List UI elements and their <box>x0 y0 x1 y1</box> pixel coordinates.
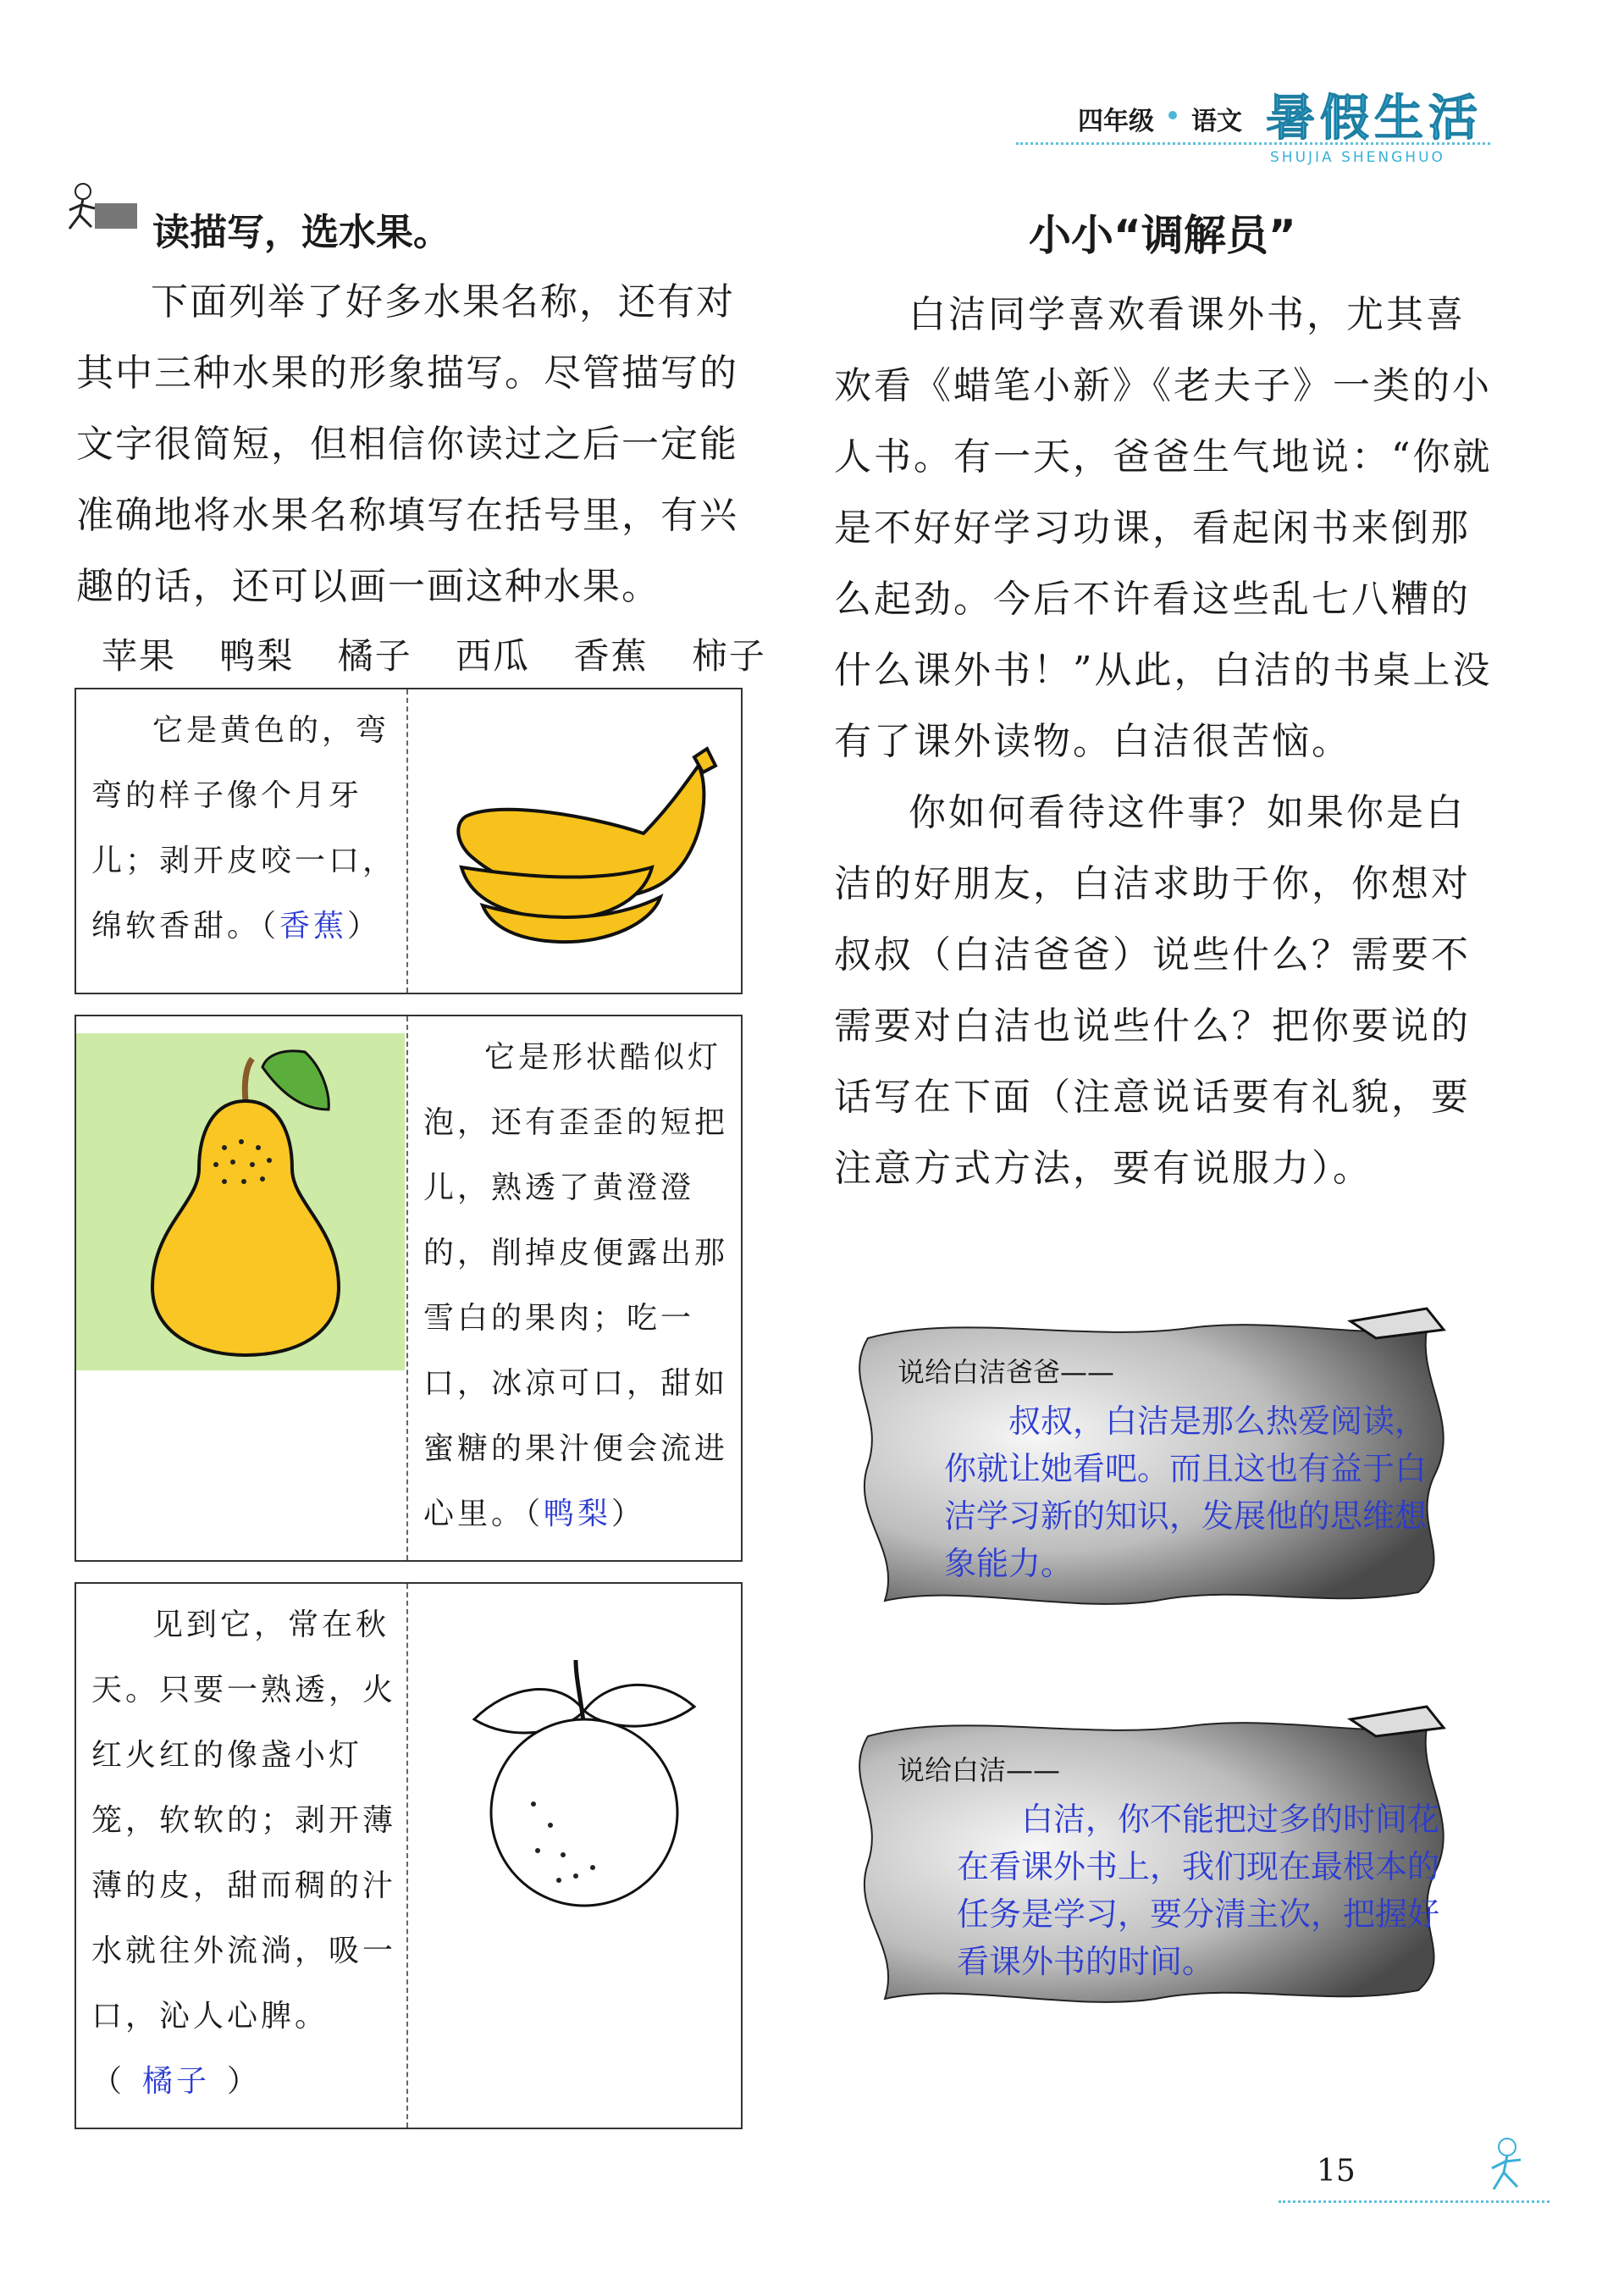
bubble-answer[interactable] <box>957 1796 1444 1985</box>
running-kid-icon <box>1473 2134 1549 2202</box>
story-paragraph-2: 你如何看待这件事？如果你是白洁的好朋友，白洁求助于你，你想对叔叔（白洁爸爸）说些什么？需要不需要对白洁也说些什么？把你要说的话写在下面（注意说话要有礼貌，要注意方式方法，要有说服力）。 <box>834 791 1471 1190</box>
fruit-box-banana <box>75 688 743 994</box>
intro-paragraph <box>76 267 745 623</box>
box-close-paren: ） <box>611 1497 646 1531</box>
fruit-option: 西瓜 <box>456 635 531 677</box>
page-number: 15 <box>1317 2154 1356 2189</box>
header-divider <box>1016 142 1490 145</box>
intro-text: 下面列举了好多水果名称，还有对其中三种水果的形象描写。尽管描写的文字很简短，但相信你读过之后一定能准确地将水果名称填写在括号里，有兴趣的话，还可以画一画这种水果。 <box>76 280 738 608</box>
header-dot <box>1168 111 1177 119</box>
fruit-option: 柿子 <box>691 635 766 677</box>
subject-label: 语文 <box>1191 107 1242 136</box>
orange-icon <box>457 1660 711 1914</box>
grade-label: 四年级 <box>1078 107 1154 136</box>
speech-bubble-baijie <box>834 1702 1478 2016</box>
answer-text[interactable]: 香蕉 <box>279 909 348 944</box>
box-text: 它是形状酷似灯泡，还有歪歪的短把儿，熟透了黄澄澄的，削掉皮便露出那雪白的果肉；吃一口，冰凉可口，甜如蜜糖的果汁便会流进心里。（ <box>423 1040 729 1531</box>
fruit-option: 鸭梨 <box>219 635 295 677</box>
bubble-answer[interactable] <box>944 1397 1439 1587</box>
fruit-box-pear <box>75 1015 743 1562</box>
bubble-label: 说给白洁爸爸—— <box>898 1356 1115 1388</box>
pear-icon <box>119 1042 373 1364</box>
box-open-paren: （ <box>91 2064 126 2099</box>
series-logo: 暑假生活 <box>1266 89 1483 147</box>
speech-bubble-father <box>834 1304 1478 1618</box>
fruit-options <box>102 628 797 679</box>
banana-icon <box>449 740 720 952</box>
box-close-paren: ） <box>347 909 382 944</box>
fruit-option: 橘子 <box>337 635 412 677</box>
box-divider <box>406 1016 408 1560</box>
running-kid-icon <box>58 180 139 239</box>
box-close-paren: ） <box>227 2064 262 2099</box>
story-paragraph-1: 白洁同学喜欢看课外书，尤其喜欢看《蜡笔小新》《老夫子》一类的小人书。有一天，爸爸生气地说：“你就是不好好学习功课，看起闲书来倒那么起劲。今后不许看这些乱七八糟的什么课外书！”从此，白洁的书桌上没有了课外读物。白洁很苦恼。 <box>834 293 1493 763</box>
series-logo-pinyin: SHUJIA SHENGHUO <box>1270 149 1445 166</box>
box-description <box>423 1025 728 1547</box>
box-description <box>91 1592 396 2114</box>
answer-text[interactable]: 橘子 <box>142 2064 211 2099</box>
bubble-answer-text: 白洁，你不能把过多的时间花在看课外书上，我们现在最根本的任务是学习，要分清主次，把握好看课外书的时间。 <box>957 1801 1440 1980</box>
fruit-box-orange <box>75 1582 743 2129</box>
bubble-label: 说给白洁—— <box>898 1754 1061 1786</box>
box-divider <box>406 1584 408 2128</box>
right-title: 小小“调解员” <box>1029 211 1296 260</box>
fruit-option: 苹果 <box>102 635 177 677</box>
box-text: 见到它，常在秋天。只要一熟透，火红火红的像盏小灯笼，软软的；剥开薄薄的皮，甜而稠的汁水就往外流淌，吸一口，沁人心脾。 <box>91 1608 397 2034</box>
answer-text[interactable]: 鸭梨 <box>544 1497 612 1531</box>
story-text <box>834 279 1503 1204</box>
box-description <box>91 698 396 959</box>
bubble-answer-text: 叔叔，白洁是那么热爱阅读，你就让她看吧。而且这也有益于白洁学习新的知识，发展他的思维想象能力。 <box>944 1403 1428 1582</box>
section-title: 读描写，选水果。 <box>152 211 450 254</box>
box-divider <box>406 689 408 993</box>
fruit-option: 香蕉 <box>573 635 649 677</box>
box-text: 它是黄色的，弯弯的样子像个月牙儿；剥开皮咬一口，绵软香甜。（ <box>91 713 397 944</box>
